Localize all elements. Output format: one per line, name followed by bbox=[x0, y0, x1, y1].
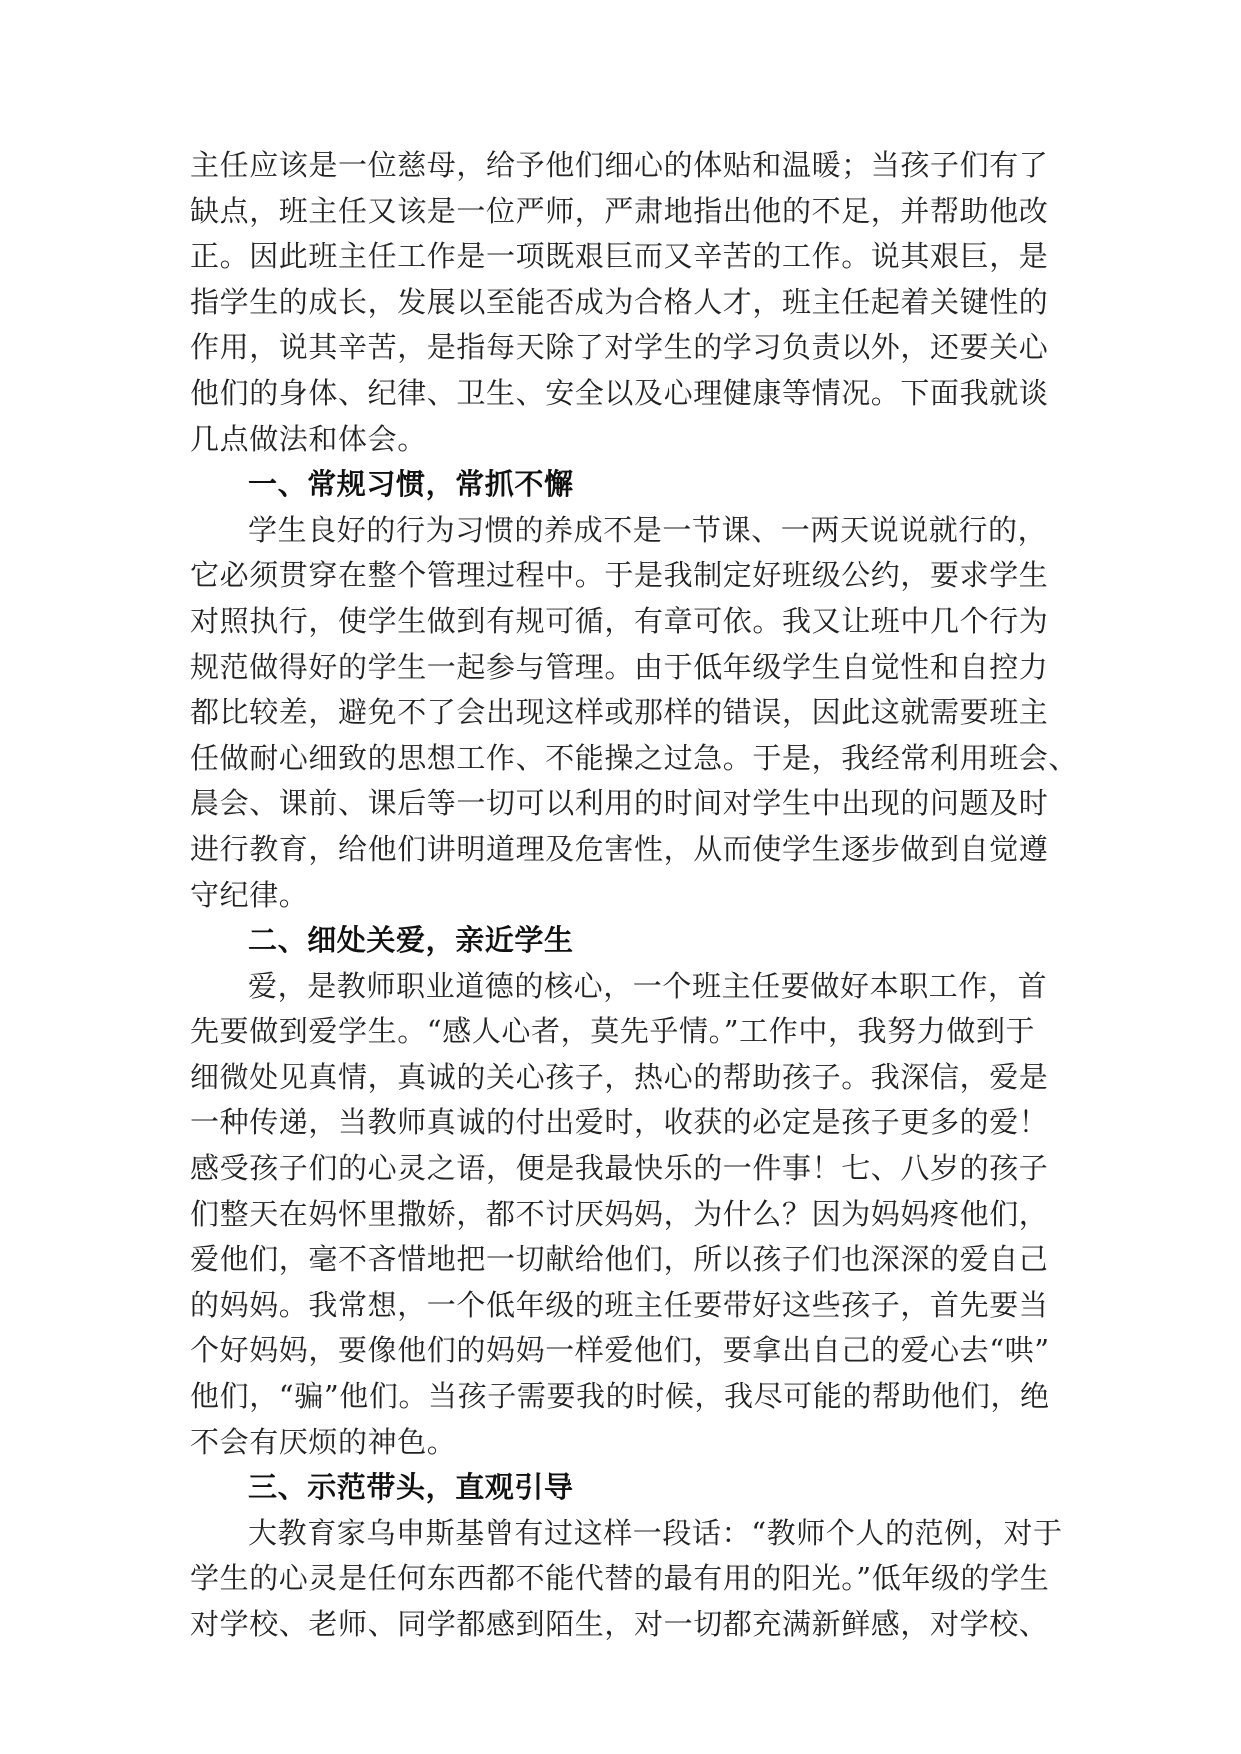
paragraph-line: 任做耐心细致的思想工作、不能操之过急。于是，我经常利用班会、 bbox=[190, 740, 1079, 775]
paragraph-line: 学生良好的行为习惯的养成不是一节课、一两天说说就行的， bbox=[248, 512, 1048, 547]
paragraph-line: 进行教育，给他们讲明道理及危害性，从而使学生逐步做到自觉遵 bbox=[190, 831, 1049, 866]
paragraph-line: 先要做到爱学生。“感人心者，莫先乎情。”工作中，我努力做到于 bbox=[190, 1014, 1036, 1049]
document-body bbox=[190, 143, 1079, 1648]
paragraph-line: 几点做法和体会。 bbox=[190, 421, 427, 456]
paragraph-line: 个好妈妈，要像他们的妈妈一样爱他们，要拿出自己的爱心去“哄” bbox=[190, 1333, 1050, 1368]
paragraph-line: 它必须贯穿在整个管理过程中。于是我制定好班级公约，要求学生 bbox=[190, 558, 1049, 593]
paragraph-line: 爱，是教师职业道德的核心，一个班主任要做好本职工作，首 bbox=[248, 968, 1048, 1003]
paragraph-line: 都比较差，避免不了会出现这样或那样的错误，因此这就需要班主 bbox=[190, 695, 1049, 730]
section-heading-2: 二、细处关爱，亲近学生 bbox=[248, 923, 574, 958]
paragraph-line: 学生的心灵是任何东西都不能代替的最有用的阳光。”低年级的学生 bbox=[190, 1561, 1050, 1596]
paragraph-line: 们整天在妈怀里撒娇，都不讨厌妈妈，为什么？因为妈妈疼他们， bbox=[190, 1196, 1049, 1231]
paragraph-line: 对学校、老师、同学都感到陌生，对一切都充满新鲜感，对学校、 bbox=[190, 1607, 1049, 1641]
paragraph-line: 缺点，班主任又该是一位严师，严肃地指出他的不足，并帮助他改 bbox=[190, 193, 1049, 228]
paragraph-line: 他们的身体、纪律、卫生、安全以及心理健康等情况。下面我就谈 bbox=[190, 375, 1049, 410]
paragraph-line: 正。因此班主任工作是一项既艰巨而又辛苦的工作。说其艰巨，是 bbox=[190, 239, 1049, 274]
paragraph-line: 感受孩子们的心灵之语，便是我最快乐的一件事！七、八岁的孩子 bbox=[190, 1151, 1049, 1186]
paragraph-line: 指学生的成长，发展以至能否成为合格人才，班主任起着关键性的 bbox=[190, 284, 1049, 319]
paragraph-line: 一种传递，当教师真诚的付出爱时，收获的必定是孩子更多的爱！ bbox=[190, 1105, 1049, 1140]
paragraph-line: 的妈妈。我常想，一个低年级的班主任要带好这些孩子，首先要当 bbox=[190, 1287, 1049, 1322]
paragraph-line: 规范做得好的学生一起参与管理。由于低年级学生自觉性和自控力 bbox=[190, 649, 1049, 684]
paragraph-line: 大教育家乌申斯基曾有过这样一段话：“教师个人的范例，对于 bbox=[248, 1515, 1063, 1550]
section-heading-3: 三、示范带头，直观引导 bbox=[248, 1470, 574, 1505]
section-heading-1: 一、常规习惯，常抓不懈 bbox=[248, 467, 574, 502]
paragraph-line: 对照执行，使学生做到有规可循，有章可依。我又让班中几个行为 bbox=[190, 603, 1049, 638]
paragraph-line: 作用，说其辛苦，是指每天除了对学生的学习负责以外，还要关心 bbox=[190, 330, 1049, 365]
paragraph-line: 细微处见真情，真诚的关心孩子，热心的帮助孩子。我深信，爱是 bbox=[190, 1059, 1049, 1094]
paragraph-line: 他们，“骗”他们。当孩子需要我的时候，我尽可能的帮助他们，绝 bbox=[190, 1379, 1050, 1414]
paragraph-line: 晨会、课前、课后等一切可以利用的时间对学生中出现的问题及时 bbox=[190, 786, 1049, 821]
paragraph-line: 主任应该是一位慈母，给予他们细心的体贴和温暖；当孩子们有了 bbox=[190, 148, 1049, 182]
paragraph-line: 爱他们，毫不吝惜地把一切献给他们，所以孩子们也深深的爱自己 bbox=[190, 1242, 1049, 1277]
paragraph-line: 守纪律。 bbox=[190, 877, 309, 912]
paragraph-line: 不会有厌烦的神色。 bbox=[190, 1424, 457, 1459]
